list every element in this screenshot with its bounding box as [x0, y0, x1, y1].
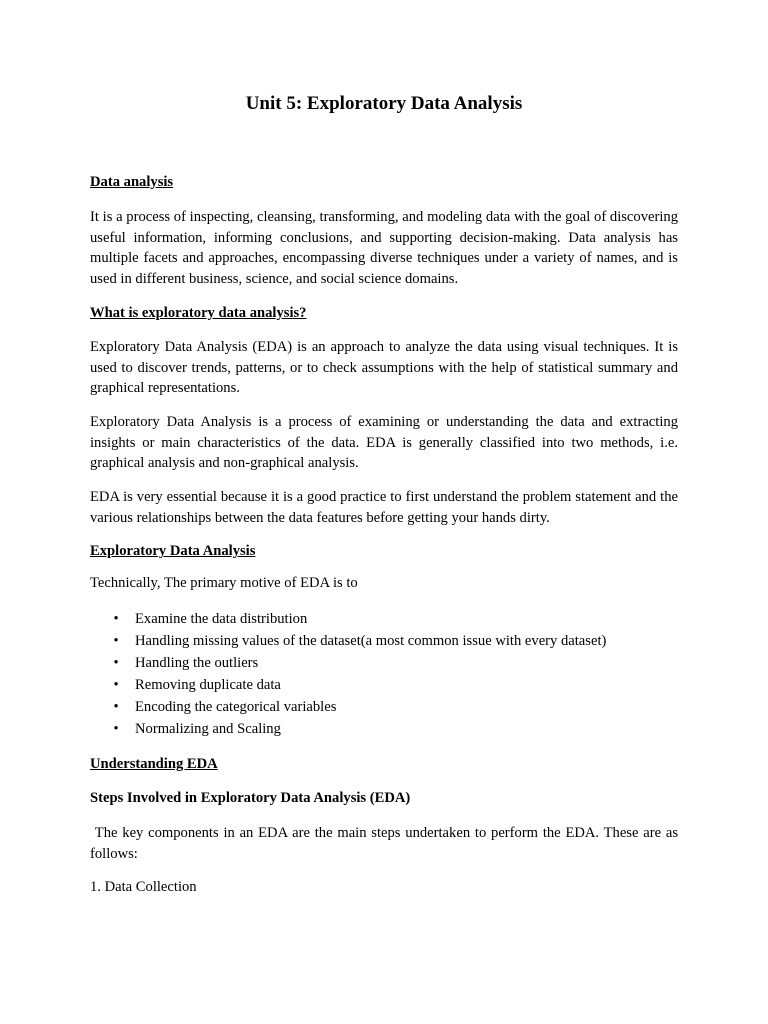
bullet-list-eda-motives: [90, 608, 678, 740]
page-title: Unit 5: Exploratory Data Analysis: [245, 93, 523, 114]
list-item: • Examine the data distribution: [90, 608, 678, 630]
list-item: • Handling the outliers: [90, 652, 678, 674]
paragraph-data-analysis: It is a process of inspecting, cleansing, transforming, and modeling data with the goal of discovering useful information, informing conclusions, and supporting decision-making. Data analysis has multiple facets and approaches, encompassing diverse techniques under a variety of names, and is used in different business, science, and social science domains.: [90, 209, 678, 288]
list-item: • Normalizing and Scaling: [90, 718, 678, 740]
heading-what-is-eda: What is exploratory data analysis?: [90, 304, 307, 321]
bullet-icon: •: [113, 721, 119, 738]
paragraph-eda-components: The key components in an EDA are the main steps undertaken to perform the EDA. These are as follows:: [90, 825, 682, 862]
bullet-icon: •: [113, 655, 119, 672]
paragraph-eda-definition: Exploratory Data Analysis (EDA) is an approach to analyze the data using visual techniques. It is used to discover trends, patterns, or to check assumptions with the help of statistical summary and graphical representations.: [90, 338, 678, 397]
heading-exploratory-data-analysis: Exploratory Data Analysis: [90, 543, 256, 560]
heading-data-analysis: Data analysis: [90, 174, 174, 190]
subheading-eda-steps: Steps Involved in Exploratory Data Analysis (EDA): [90, 790, 411, 807]
bullet-icon: •: [113, 611, 119, 628]
bullet-icon: •: [113, 677, 119, 694]
paragraph-eda-essential: EDA is very essential because it is a good practice to first understand the problem statement and the various relationships between the data features before getting your hands dirty.: [90, 489, 678, 526]
paragraph-eda-motive: Technically, The primary motive of EDA is to: [90, 575, 358, 592]
list-item: • Removing duplicate data: [90, 674, 678, 696]
step-data-collection: 1. Data Collection: [90, 878, 197, 895]
bullet-icon: •: [113, 699, 119, 716]
paragraph-eda-process: Exploratory Data Analysis is a process of examining or understanding the data and extracting insights or main characteristics of the data. EDA is generally classified into two methods, i.e. graphical analysis and non-graphical analysis.: [90, 413, 678, 472]
bullet-icon: •: [113, 633, 119, 650]
list-item: • Encoding the categorical variables: [90, 696, 678, 718]
document-body: [90, 172, 682, 897]
heading-understanding-eda: Understanding EDA: [90, 756, 218, 773]
list-item: • Handling missing values of the dataset(a most common issue with every dataset): [90, 630, 678, 652]
